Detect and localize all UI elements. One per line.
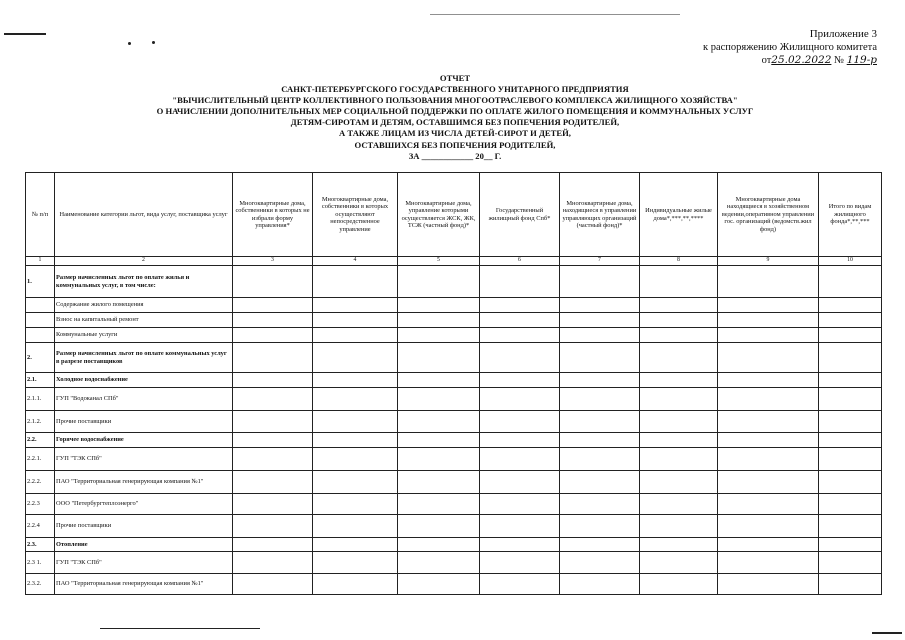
value-cell	[398, 411, 480, 433]
value-cell	[819, 411, 882, 433]
column-header: Индивидуальные жилые дома*,***,**,****	[640, 173, 718, 257]
value-cell	[313, 298, 398, 313]
value-cell	[480, 388, 560, 411]
scan-artifact	[4, 33, 46, 35]
column-number: 5	[398, 257, 480, 266]
value-cell	[233, 411, 313, 433]
table-row	[26, 538, 882, 552]
value-cell	[718, 298, 819, 313]
value-cell	[718, 411, 819, 433]
value-cell	[718, 343, 819, 373]
appendix-block	[703, 28, 877, 67]
table-row	[26, 411, 882, 433]
report-table	[25, 172, 882, 595]
value-cell	[313, 552, 398, 574]
from-label: от	[761, 55, 772, 66]
value-cell	[398, 298, 480, 313]
value-cell	[560, 433, 640, 448]
report-header	[70, 73, 840, 162]
table-row	[26, 494, 882, 515]
value-cell	[819, 552, 882, 574]
value-cell	[718, 388, 819, 411]
value-cell	[398, 313, 480, 328]
table-row	[26, 373, 882, 388]
value-cell	[233, 574, 313, 595]
column-header: Наименование категории льгот, вида услуг, поставщика услуг	[55, 173, 233, 257]
header-line: САНКТ-ПЕТЕРБУРГСКОГО ГОСУДАРСТВЕННОГО УНИТАРНОГО ПРЕДПРИЯТИЯ	[281, 84, 629, 95]
value-cell	[718, 313, 819, 328]
value-cell	[480, 471, 560, 494]
column-header: № п/п	[26, 173, 55, 257]
table-row	[26, 515, 882, 538]
value-cell	[480, 552, 560, 574]
scan-artifact	[430, 14, 680, 15]
row-name: ГУП "Водоканал СПб"	[55, 388, 233, 411]
value-cell	[480, 266, 560, 298]
value-cell	[819, 574, 882, 595]
column-header: Многоквартирные дома находящиеся в хозяйственном ведении,оперативном управлении гос. организаций (ведомств.жил фонд)	[718, 173, 819, 257]
value-cell	[819, 448, 882, 471]
header-line: А ТАКЖЕ ЛИЦАМ ИЗ ЧИСЛА ДЕТЕЙ-СИРОТ И ДЕТЕЙ,	[339, 128, 571, 139]
value-cell	[640, 298, 718, 313]
value-cell	[819, 266, 882, 298]
value-cell	[313, 471, 398, 494]
row-name: Горячее водоснабжение	[55, 433, 233, 448]
value-cell	[640, 373, 718, 388]
value-cell	[560, 494, 640, 515]
row-number: 2.2.3	[26, 494, 55, 515]
row-name: Коммунальные услуги	[55, 328, 233, 343]
value-cell	[819, 515, 882, 538]
value-cell	[313, 328, 398, 343]
report-body	[26, 266, 882, 595]
table-row	[26, 328, 882, 343]
appendix-title: Приложение 3	[809, 28, 877, 40]
value-cell	[233, 538, 313, 552]
row-number	[26, 298, 55, 313]
value-cell	[398, 471, 480, 494]
value-cell	[480, 433, 560, 448]
table-header-row	[26, 173, 882, 257]
value-cell	[313, 388, 398, 411]
value-cell	[640, 388, 718, 411]
value-cell	[640, 538, 718, 552]
value-cell	[480, 411, 560, 433]
table-row	[26, 343, 882, 373]
row-number	[26, 328, 55, 343]
value-cell	[313, 313, 398, 328]
value-cell	[233, 313, 313, 328]
value-cell	[233, 388, 313, 411]
column-header: Многоквартирные дома, собственники в которых осуществляют непосредственное управление	[313, 173, 398, 257]
row-name: ООО "Петербургтеплоэнерго"	[55, 494, 233, 515]
value-cell	[640, 471, 718, 494]
row-name: ПАО "Территориальная генерирующая компания №1"	[55, 471, 233, 494]
row-number: 2.2.	[26, 433, 55, 448]
value-cell	[233, 266, 313, 298]
row-number: 2.2.4	[26, 515, 55, 538]
value-cell	[233, 373, 313, 388]
value-cell	[640, 313, 718, 328]
value-cell	[819, 494, 882, 515]
value-cell	[718, 328, 819, 343]
column-number: 7	[560, 257, 640, 266]
row-name: ГУП "ТЭК СПб"	[55, 552, 233, 574]
column-number: 10	[819, 257, 882, 266]
table-row	[26, 471, 882, 494]
table-row	[26, 448, 882, 471]
row-number: 2.	[26, 343, 55, 373]
value-cell	[313, 448, 398, 471]
value-cell	[233, 328, 313, 343]
row-number: 2.3.2.	[26, 574, 55, 595]
value-cell	[560, 411, 640, 433]
value-cell	[718, 373, 819, 388]
value-cell	[233, 343, 313, 373]
row-number: 2.1.	[26, 373, 55, 388]
value-cell	[398, 515, 480, 538]
row-name: Содержание жилого помещения	[55, 298, 233, 313]
value-cell	[718, 494, 819, 515]
value-cell	[718, 266, 819, 298]
column-number: 1	[26, 257, 55, 266]
column-header: Государственный жилищный фонд Спб*	[480, 173, 560, 257]
value-cell	[398, 433, 480, 448]
value-cell	[718, 433, 819, 448]
value-cell	[398, 373, 480, 388]
value-cell	[560, 515, 640, 538]
scan-artifact	[128, 42, 131, 45]
value-cell	[398, 343, 480, 373]
value-cell	[398, 388, 480, 411]
column-header: Многоквартирные дома, собственники в которых не избрали форму управления*	[233, 173, 313, 257]
value-cell	[640, 328, 718, 343]
appendix-date-line	[703, 54, 877, 67]
value-cell	[640, 266, 718, 298]
value-cell	[640, 448, 718, 471]
value-cell	[480, 328, 560, 343]
value-cell	[560, 298, 640, 313]
value-cell	[819, 328, 882, 343]
value-cell	[560, 574, 640, 595]
value-cell	[313, 515, 398, 538]
value-cell	[560, 471, 640, 494]
value-cell	[560, 552, 640, 574]
value-cell	[560, 388, 640, 411]
row-number	[26, 313, 55, 328]
value-cell	[233, 298, 313, 313]
value-cell	[560, 328, 640, 343]
value-cell	[233, 448, 313, 471]
appendix-decree: к распоряжению Жилищного комитета	[703, 42, 877, 53]
value-cell	[640, 343, 718, 373]
value-cell	[640, 552, 718, 574]
row-name: Взнос на капитальный ремонт	[55, 313, 233, 328]
table-row	[26, 433, 882, 448]
header-line: ОСТАВШИХСЯ БЕЗ ПОПЕЧЕНИЯ РОДИТЕЛЕЙ,	[354, 139, 556, 150]
value-cell	[640, 411, 718, 433]
decree-number: 119-р	[846, 54, 877, 66]
value-cell	[233, 552, 313, 574]
value-cell	[398, 266, 480, 298]
row-number: 2.3 1.	[26, 552, 55, 574]
row-name: Отопление	[55, 538, 233, 552]
value-cell	[398, 552, 480, 574]
value-cell	[560, 266, 640, 298]
value-cell	[718, 538, 819, 552]
value-cell	[640, 515, 718, 538]
value-cell	[480, 574, 560, 595]
value-cell	[819, 343, 882, 373]
column-number: 2	[55, 257, 233, 266]
value-cell	[398, 574, 480, 595]
row-name: Холодное водоснабжение	[55, 373, 233, 388]
header-line: "ВЫЧИСЛИТЕЛЬНЫЙ ЦЕНТР КОЛЛЕКТИВНОГО ПОЛЬЗОВАНИЯ МНОГООТРАСЛЕВОГО КОМПЛЕКСА ЖИЛИЩНОГО ХОЗЯЙСТВА"	[172, 95, 738, 106]
table-row	[26, 266, 882, 298]
row-number: 2.1.1.	[26, 388, 55, 411]
value-cell	[313, 433, 398, 448]
row-number: 1.	[26, 266, 55, 298]
value-cell	[480, 298, 560, 313]
column-number: 3	[233, 257, 313, 266]
value-cell	[233, 433, 313, 448]
value-cell	[313, 266, 398, 298]
value-cell	[313, 343, 398, 373]
table-row	[26, 298, 882, 313]
scan-artifact	[872, 632, 902, 634]
value-cell	[398, 448, 480, 471]
header-line: О НАЧИСЛЕНИИ ДОПОЛНИТЕЛЬНЫХ МЕР СОЦИАЛЬНОЙ ПОДДЕРЖКИ ПО ОПЛАТЕ ЖИЛОГО ПОМЕЩЕНИЯ И КОММУНАЛЬНЫХ УСЛУГ	[156, 106, 754, 117]
column-number: 6	[480, 257, 560, 266]
value-cell	[560, 343, 640, 373]
value-cell	[819, 313, 882, 328]
table-row	[26, 388, 882, 411]
value-cell	[480, 313, 560, 328]
value-cell	[480, 538, 560, 552]
row-number: 2.2.1.	[26, 448, 55, 471]
value-cell	[819, 298, 882, 313]
number-label: №	[834, 55, 845, 66]
value-cell	[313, 538, 398, 552]
row-number: 2.2.2.	[26, 471, 55, 494]
column-header: Итого по видам жилищного фонда*,**,***	[819, 173, 882, 257]
row-name: Прочие поставщики	[55, 515, 233, 538]
value-cell	[233, 494, 313, 515]
value-cell	[313, 574, 398, 595]
value-cell	[718, 552, 819, 574]
value-cell	[480, 343, 560, 373]
value-cell	[480, 494, 560, 515]
value-cell	[640, 494, 718, 515]
row-name: Размер начисленных льгот по оплате коммунальных услуг в разрезе поставщиков	[55, 343, 233, 373]
row-number: 2.1.2.	[26, 411, 55, 433]
row-name: ГУП "ТЭК СПб"	[55, 448, 233, 471]
column-number-row	[26, 257, 882, 266]
value-cell	[233, 515, 313, 538]
value-cell	[480, 515, 560, 538]
value-cell	[640, 433, 718, 448]
decree-date: 25.02.2022	[771, 54, 832, 66]
scan-artifact	[152, 41, 155, 44]
value-cell	[398, 328, 480, 343]
value-cell	[819, 388, 882, 411]
value-cell	[313, 494, 398, 515]
value-cell	[480, 373, 560, 388]
row-name: Размер начисленных льгот по оплате жилья и коммунальных услуг, в том числе:	[55, 266, 233, 298]
value-cell	[819, 471, 882, 494]
value-cell	[819, 538, 882, 552]
table-row	[26, 552, 882, 574]
value-cell	[718, 515, 819, 538]
column-number: 9	[718, 257, 819, 266]
value-cell	[398, 494, 480, 515]
header-line: ОТЧЕТ	[439, 73, 471, 83]
column-number: 4	[313, 257, 398, 266]
row-number: 2.3.	[26, 538, 55, 552]
header-line: ДЕТЯМ-СИРОТАМ И ДЕТЯМ, ОСТАВШИМСЯ БЕЗ ПОПЕЧЕНИЯ РОДИТЕЛЕЙ,	[290, 117, 620, 128]
value-cell	[819, 373, 882, 388]
value-cell	[560, 448, 640, 471]
column-header: Многоквартирные дома, находящиеся в управлении управляющих организаций (частный фонд)*	[560, 173, 640, 257]
value-cell	[819, 433, 882, 448]
value-cell	[233, 471, 313, 494]
value-cell	[560, 538, 640, 552]
value-cell	[480, 448, 560, 471]
value-cell	[718, 574, 819, 595]
header-line: ЗА ____________ 20__ Г.	[408, 150, 502, 161]
value-cell	[718, 448, 819, 471]
value-cell	[560, 373, 640, 388]
value-cell	[398, 538, 480, 552]
value-cell	[718, 471, 819, 494]
column-number: 8	[640, 257, 718, 266]
value-cell	[560, 313, 640, 328]
table-row	[26, 313, 882, 328]
value-cell	[313, 373, 398, 388]
row-name: Прочие поставщики	[55, 411, 233, 433]
table-row	[26, 574, 882, 595]
scan-artifact	[100, 628, 260, 629]
row-name: ПАО "Территориальная генерирующая компания №1"	[55, 574, 233, 595]
column-header: Многоквартирные дома, управление которыми осуществляется ЖСК, ЖК, ТСЖ (частный фонд)*	[398, 173, 480, 257]
value-cell	[313, 411, 398, 433]
value-cell	[640, 574, 718, 595]
